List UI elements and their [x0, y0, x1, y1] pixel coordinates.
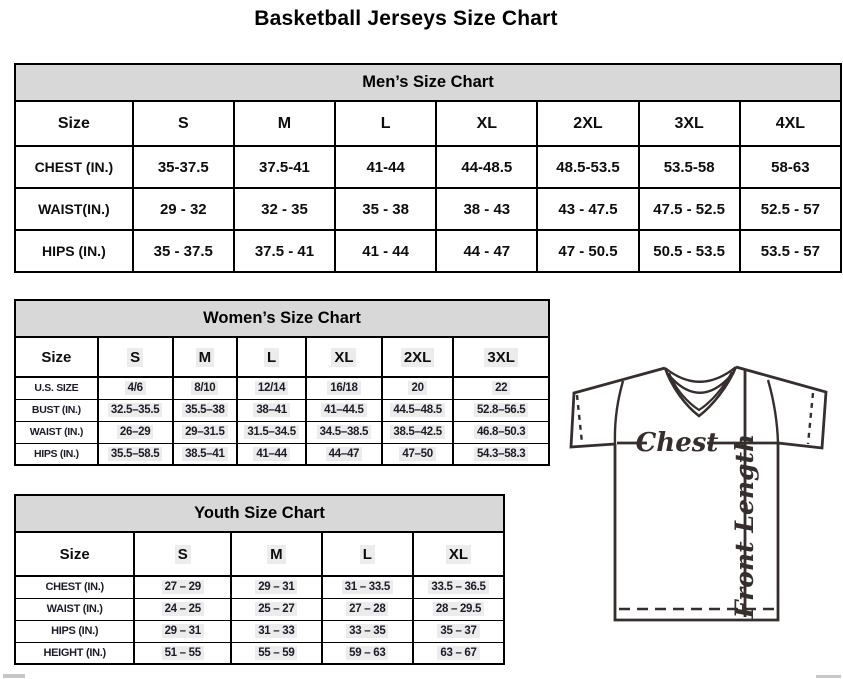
size-value-cell: 33 – 35: [322, 620, 413, 642]
size-value-cell: 35 – 37: [413, 620, 504, 642]
size-value-cell: 52.5 - 57: [740, 188, 841, 230]
size-value-cell: 38.5–42.5: [382, 421, 454, 443]
size-value-cell: 31.5–34.5: [237, 421, 306, 443]
size-column-header: 3XL: [639, 101, 740, 146]
measurement-row: [15, 230, 841, 272]
size-column-header: S: [134, 532, 231, 576]
size-value-cell: 47.5 - 52.5: [639, 188, 740, 230]
measurement-row: [15, 443, 549, 465]
mens-size-chart: [14, 63, 842, 273]
measurement-row-label: WAIST(IN.): [15, 188, 133, 230]
measurement-row: [15, 576, 504, 598]
size-value-cell: 22: [453, 377, 549, 399]
size-value-cell: 32.5–35.5: [98, 399, 173, 421]
size-column-header: 2XL: [382, 337, 454, 377]
measurement-row: [15, 642, 504, 664]
size-value-cell: 46.8–50.3: [453, 421, 549, 443]
measurement-row: [15, 377, 549, 399]
size-header-row: [15, 101, 841, 146]
size-column-header: L: [335, 101, 436, 146]
youth-size-table: [14, 531, 505, 665]
size-value-cell: 38–41: [237, 399, 306, 421]
size-label-header: Size: [15, 101, 133, 146]
size-value-cell: 54.3–58.3: [453, 443, 549, 465]
size-value-cell: 53.5 - 57: [740, 230, 841, 272]
measurement-row-label: HIPS (IN.): [15, 620, 134, 642]
size-label-header: Size: [15, 337, 98, 377]
measurement-row: [15, 620, 504, 642]
size-value-cell: 48.5-53.5: [537, 146, 638, 188]
womens-size-chart: [14, 299, 550, 466]
size-value-cell: 29 - 32: [133, 188, 234, 230]
size-value-cell: 47–50: [382, 443, 454, 465]
size-value-cell: 44–47: [306, 443, 382, 465]
size-value-cell: 4/6: [98, 377, 173, 399]
size-column-header: L: [237, 337, 306, 377]
size-column-header: M: [234, 101, 335, 146]
size-value-cell: 32 - 35: [234, 188, 335, 230]
jersey-armhole-seam-right: [768, 380, 778, 443]
jersey-measurement-diagram: [556, 352, 840, 632]
size-value-cell: 44.5–48.5: [382, 399, 454, 421]
size-label-header: Size: [15, 532, 134, 576]
size-column-header: M: [173, 337, 238, 377]
measurement-row-label: WAIST (IN.): [15, 421, 98, 443]
size-value-cell: 8/10: [173, 377, 238, 399]
size-value-cell: 20: [382, 377, 454, 399]
size-value-cell: 31 – 33.5: [322, 576, 413, 598]
womens-chart-title: Women’s Size Chart: [14, 299, 550, 338]
size-value-cell: 31 – 33: [231, 620, 321, 642]
size-header-row: [15, 337, 549, 377]
size-value-cell: 44 - 47: [436, 230, 537, 272]
measurement-row-label: CHEST (IN.): [15, 576, 134, 598]
size-value-cell: 51 – 55: [134, 642, 231, 664]
size-value-cell: 27 – 28: [322, 598, 413, 620]
size-value-cell: 43 - 47.5: [537, 188, 638, 230]
size-column-header: S: [98, 337, 173, 377]
size-value-cell: 28 – 29.5: [413, 598, 504, 620]
measurement-row: [15, 598, 504, 620]
mens-size-table: [14, 100, 842, 273]
size-value-cell: 26–29: [98, 421, 173, 443]
size-value-cell: 53.5-58: [639, 146, 740, 188]
size-column-header: M: [231, 532, 321, 576]
measurement-row: [15, 188, 841, 230]
size-value-cell: 41–44.5: [306, 399, 382, 421]
page-title: Basketball Jerseys Size Chart: [254, 7, 558, 30]
measurement-row-label: BUST (IN.): [15, 399, 98, 421]
size-value-cell: 44-48.5: [436, 146, 537, 188]
size-column-header: XL: [306, 337, 382, 377]
jersey-armhole-seam-left: [615, 381, 623, 444]
size-value-cell: 38 - 43: [436, 188, 537, 230]
jersey-sleeve-stitch-right: [808, 393, 813, 444]
size-value-cell: 25 – 27: [231, 598, 321, 620]
size-value-cell: 35-37.5: [133, 146, 234, 188]
size-value-cell: 35.5–38: [173, 399, 238, 421]
measurement-row-label: HIPS (IN.): [15, 230, 133, 272]
measurement-row: [15, 399, 549, 421]
size-value-cell: 38.5–41: [173, 443, 238, 465]
jersey-outline: [571, 367, 826, 620]
size-value-cell: 29 – 31: [231, 576, 321, 598]
measurement-row-label: WAIST (IN.): [15, 598, 134, 620]
size-column-header: L: [322, 532, 413, 576]
size-value-cell: 41-44: [335, 146, 436, 188]
size-value-cell: 29 – 31: [134, 620, 231, 642]
size-value-cell: 29–31.5: [173, 421, 238, 443]
size-column-header: S: [133, 101, 234, 146]
measurement-row: [15, 146, 841, 188]
size-value-cell: 50.5 - 53.5: [639, 230, 740, 272]
measurement-row-label: HEIGHT (IN.): [15, 642, 134, 664]
measurement-row: [15, 421, 549, 443]
chest-label: Chest: [635, 428, 719, 458]
horizontal-scrollbar-thumb-right[interactable]: [816, 675, 841, 678]
size-column-header: 3XL: [453, 337, 549, 377]
measurement-row-label: CHEST (IN.): [15, 146, 133, 188]
size-value-cell: 59 – 63: [322, 642, 413, 664]
size-value-cell: 37.5-41: [234, 146, 335, 188]
size-value-cell: 24 – 25: [134, 598, 231, 620]
size-value-cell: 16/18: [306, 377, 382, 399]
size-column-header: 4XL: [740, 101, 841, 146]
horizontal-scrollbar-thumb-left[interactable]: [3, 674, 25, 678]
youth-chart-title: Youth Size Chart: [14, 494, 505, 533]
size-value-cell: 47 - 50.5: [537, 230, 638, 272]
size-value-cell: 63 – 67: [413, 642, 504, 664]
size-value-cell: 34.5–38.5: [306, 421, 382, 443]
size-column-header: XL: [436, 101, 537, 146]
size-value-cell: 52.8–56.5: [453, 399, 549, 421]
size-value-cell: 12/14: [237, 377, 306, 399]
size-value-cell: 35 - 37.5: [133, 230, 234, 272]
measurement-row-label: U.S. SIZE: [15, 377, 98, 399]
size-value-cell: 41–44: [237, 443, 306, 465]
size-column-header: XL: [413, 532, 504, 576]
jersey-sleeve-stitch-left: [577, 395, 582, 443]
size-column-header: 2XL: [537, 101, 638, 146]
size-header-row: [15, 532, 504, 576]
measurement-row-label: HIPS (IN.): [15, 443, 98, 465]
size-value-cell: 27 – 29: [134, 576, 231, 598]
front-length-label: Front Length: [730, 433, 759, 619]
size-value-cell: 35.5–58.5: [98, 443, 173, 465]
size-value-cell: 33.5 – 36.5: [413, 576, 504, 598]
youth-size-chart: [14, 494, 505, 665]
size-value-cell: 35 - 38: [335, 188, 436, 230]
size-value-cell: 37.5 - 41: [234, 230, 335, 272]
womens-size-table: [14, 336, 550, 466]
size-value-cell: 55 – 59: [231, 642, 321, 664]
mens-chart-title: Men’s Size Chart: [14, 63, 842, 102]
size-value-cell: 41 - 44: [335, 230, 436, 272]
size-value-cell: 58-63: [740, 146, 841, 188]
